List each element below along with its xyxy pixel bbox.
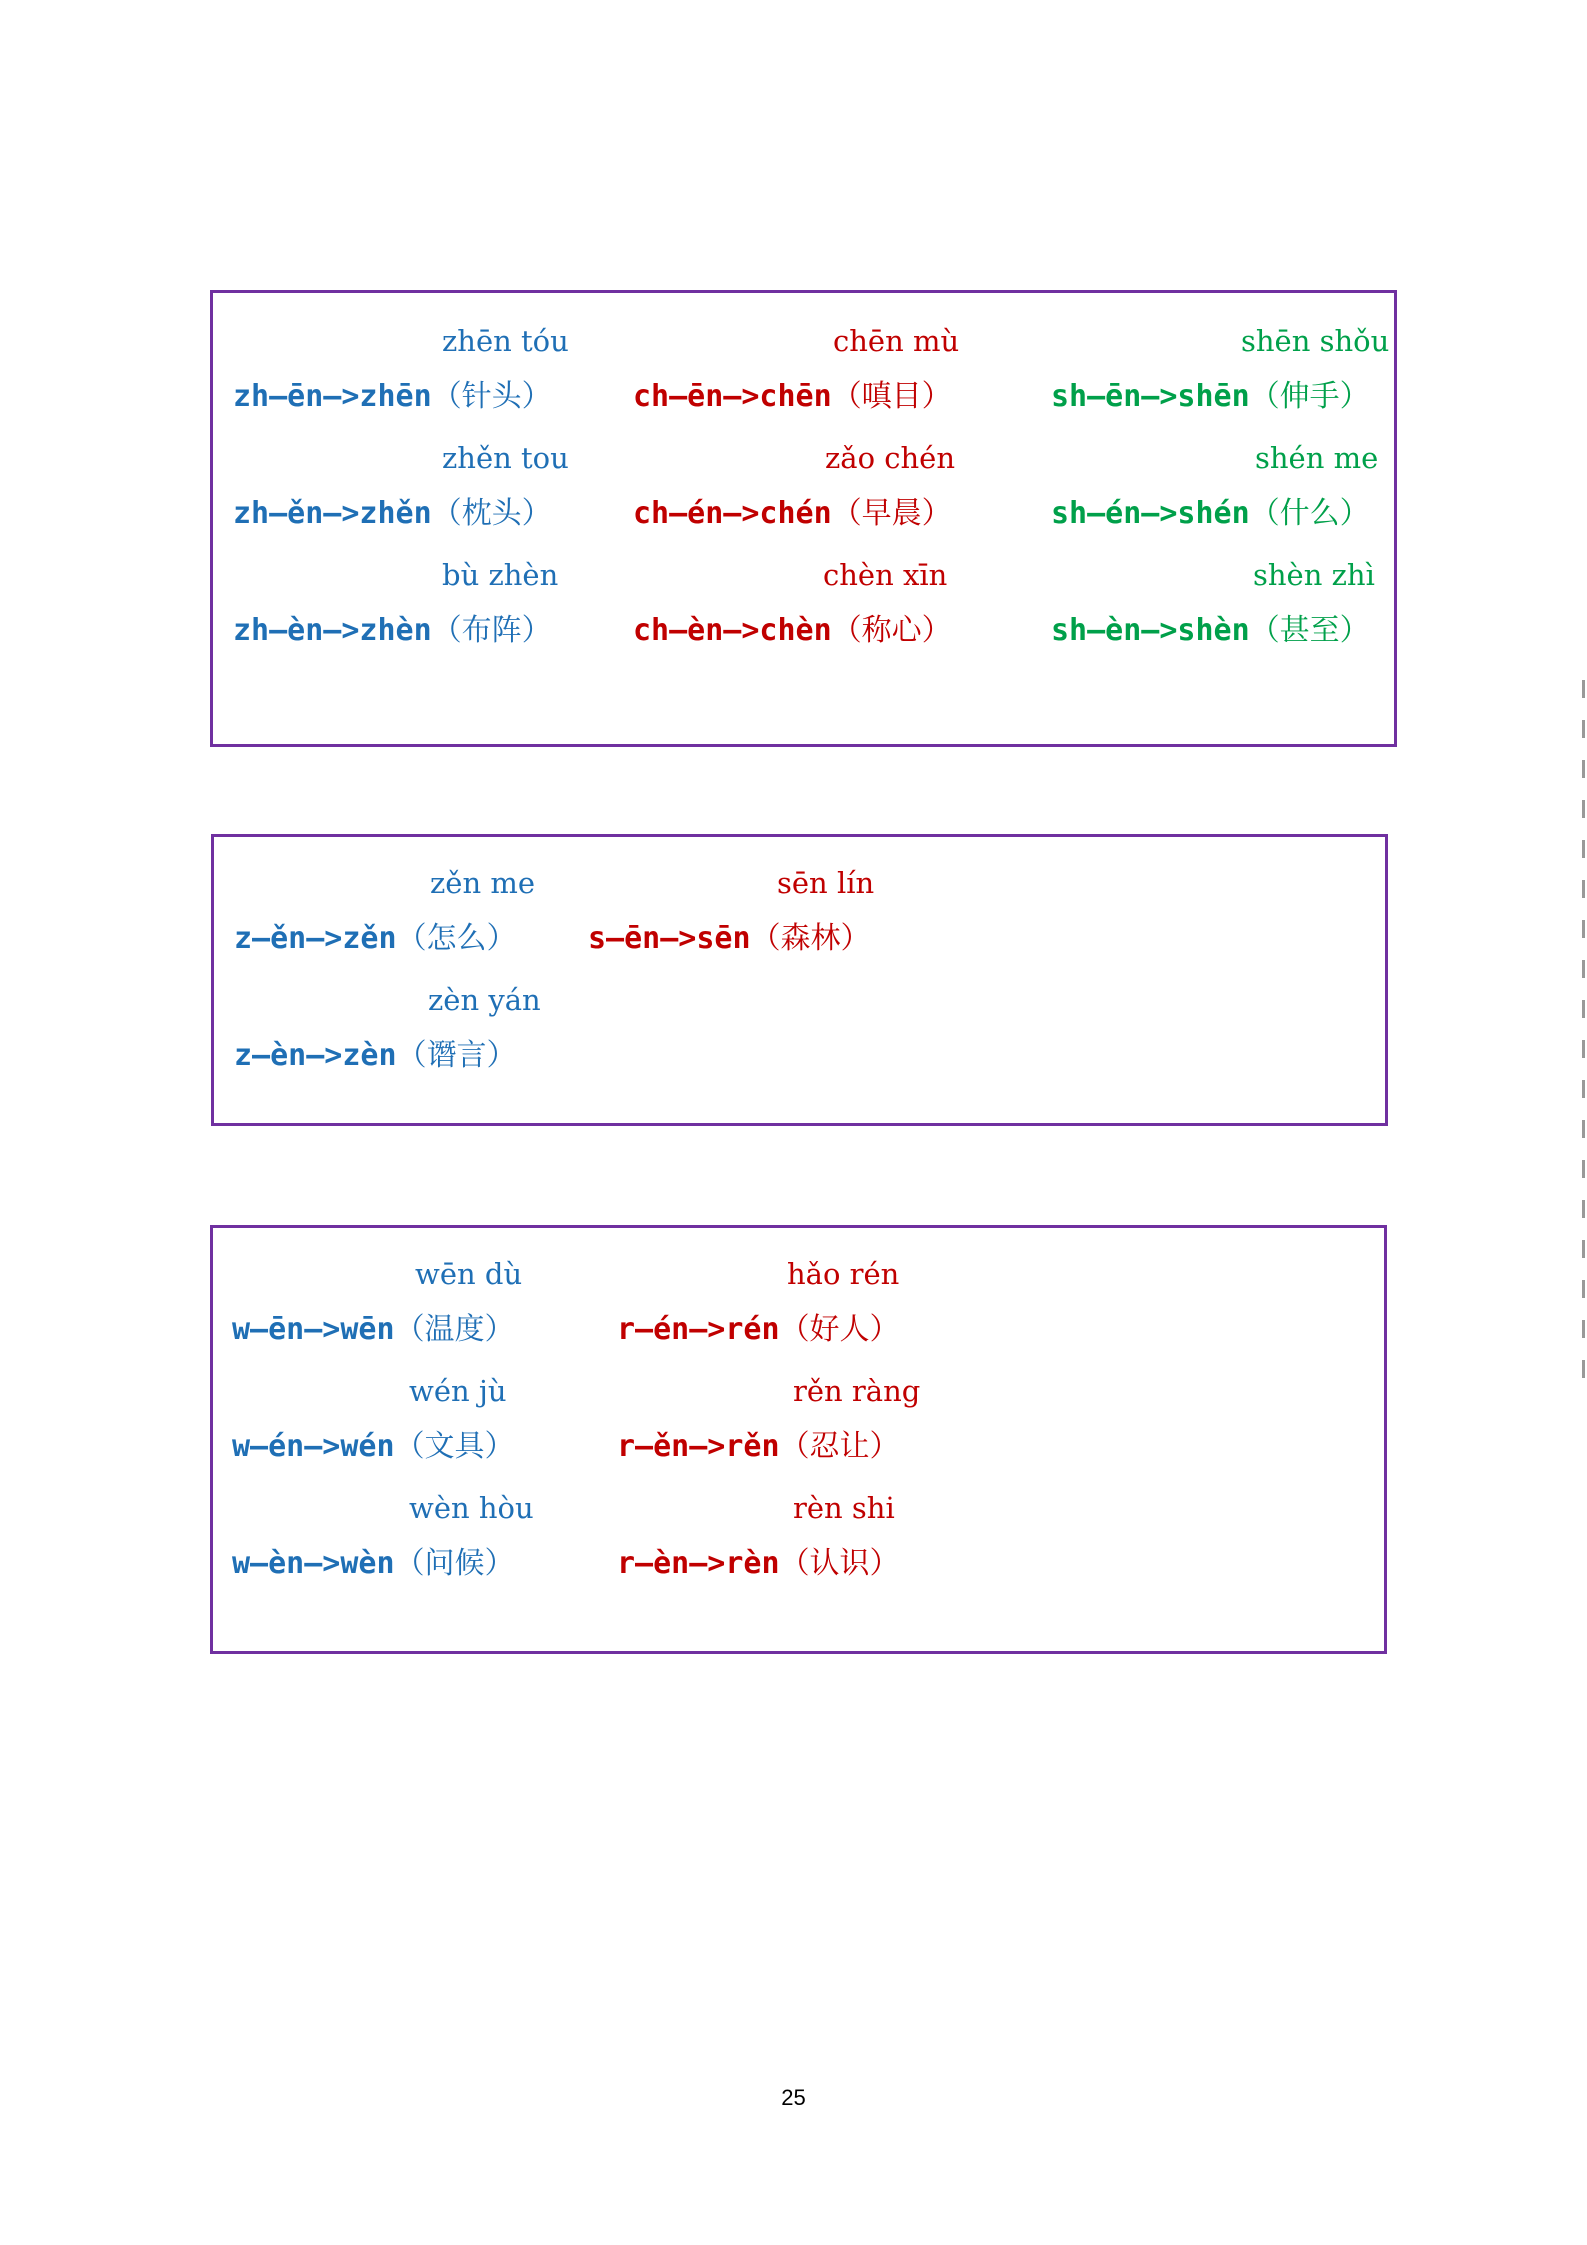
pinyin-hint: shèn zhì bbox=[1253, 558, 1375, 592]
pinyin-hint: chèn xīn bbox=[823, 558, 948, 592]
example-word: （伸手） bbox=[1249, 379, 1370, 414]
pinyin-hint: rèn shi bbox=[793, 1491, 895, 1525]
spelling-formula: sh—èn—>shèn bbox=[1051, 613, 1250, 648]
practice-box-zh-ch-sh bbox=[210, 290, 1397, 747]
spelling-formula: ch—èn—>chèn bbox=[633, 613, 832, 648]
pinyin-hint: shén me bbox=[1255, 441, 1379, 475]
pinyin-hint: shēn shǒu bbox=[1241, 324, 1390, 358]
spelling-row bbox=[234, 1036, 517, 1076]
pinyin-hint: zǎo chén bbox=[825, 441, 956, 475]
example-word: （嗔目） bbox=[831, 379, 952, 414]
spelling-formula: sh—ēn—>shēn bbox=[1051, 379, 1250, 414]
spelling-row bbox=[234, 919, 517, 959]
spelling-row bbox=[1051, 377, 1370, 417]
pinyin-hint: bù zhèn bbox=[442, 558, 559, 592]
pinyin-hint: zhěn tou bbox=[442, 441, 569, 475]
spelling-row bbox=[1051, 494, 1370, 534]
spelling-row bbox=[233, 377, 552, 417]
pinyin-hint: zèn yán bbox=[428, 983, 541, 1017]
example-word: （温度） bbox=[394, 1312, 515, 1347]
spelling-row bbox=[633, 494, 952, 534]
spelling-formula: r—èn—>rèn bbox=[617, 1546, 780, 1581]
spelling-row bbox=[633, 611, 952, 651]
example-word: （认识） bbox=[779, 1546, 900, 1581]
spelling-row bbox=[1051, 611, 1370, 651]
example-word: （好人） bbox=[779, 1312, 900, 1347]
spelling-row bbox=[232, 1427, 515, 1467]
spelling-formula: zh—èn—>zhèn bbox=[233, 613, 432, 648]
example-word: （枕头） bbox=[431, 496, 552, 531]
spelling-formula: r—ěn—>rěn bbox=[617, 1429, 780, 1464]
example-word: （什么） bbox=[1249, 496, 1370, 531]
spelling-row bbox=[617, 1544, 900, 1584]
example-word: （早晨） bbox=[831, 496, 952, 531]
spelling-formula: s—ēn—>sēn bbox=[588, 921, 751, 956]
spelling-row bbox=[232, 1544, 515, 1584]
spelling-formula: sh—én—>shén bbox=[1051, 496, 1250, 531]
example-word: （布阵） bbox=[431, 613, 552, 648]
pinyin-hint: rěn ràng bbox=[793, 1374, 921, 1408]
spelling-formula: ch—ēn—>chēn bbox=[633, 379, 832, 414]
pinyin-hint: wēn dù bbox=[415, 1257, 523, 1291]
spelling-formula: r—én—>rén bbox=[617, 1312, 780, 1347]
spelling-row bbox=[233, 611, 552, 651]
spelling-row bbox=[617, 1310, 900, 1350]
pinyin-hint: hǎo rén bbox=[787, 1257, 900, 1291]
practice-box-z-s bbox=[211, 834, 1388, 1126]
page-edge-mark bbox=[1582, 680, 1585, 1380]
spelling-formula: w—èn—>wèn bbox=[232, 1546, 395, 1581]
example-word: （森林） bbox=[750, 921, 871, 956]
spelling-formula: w—én—>wén bbox=[232, 1429, 395, 1464]
spelling-formula: zh—ěn—>zhěn bbox=[233, 496, 432, 531]
spelling-row bbox=[617, 1427, 900, 1467]
example-word: （怎么） bbox=[396, 921, 517, 956]
pinyin-hint: zhēn tóu bbox=[442, 324, 569, 358]
example-word: （谮言） bbox=[396, 1038, 517, 1073]
page-number: 25 bbox=[781, 2085, 806, 2110]
spelling-formula: w—ēn—>wēn bbox=[232, 1312, 395, 1347]
spelling-row bbox=[588, 919, 871, 959]
example-word: （问候） bbox=[394, 1546, 515, 1581]
pinyin-hint: chēn mù bbox=[833, 324, 960, 358]
example-word: （针头） bbox=[431, 379, 552, 414]
spelling-row bbox=[232, 1310, 515, 1350]
spelling-formula: zh—ēn—>zhēn bbox=[233, 379, 432, 414]
example-word: （称心） bbox=[831, 613, 952, 648]
example-word: （忍让） bbox=[779, 1429, 900, 1464]
spelling-row bbox=[233, 494, 552, 534]
example-word: （甚至） bbox=[1249, 613, 1370, 648]
pinyin-hint: wén jù bbox=[409, 1374, 507, 1408]
example-word: （文具） bbox=[394, 1429, 515, 1464]
pinyin-hint: wèn hòu bbox=[409, 1491, 534, 1525]
spelling-formula: ch—én—>chén bbox=[633, 496, 832, 531]
pinyin-hint: sēn lín bbox=[777, 866, 875, 900]
spelling-formula: z—ěn—>zěn bbox=[234, 921, 397, 956]
spelling-formula: z—èn—>zèn bbox=[234, 1038, 397, 1073]
practice-box-w-r bbox=[210, 1225, 1387, 1654]
spelling-row bbox=[633, 377, 952, 417]
pinyin-hint: zěn me bbox=[430, 866, 535, 900]
